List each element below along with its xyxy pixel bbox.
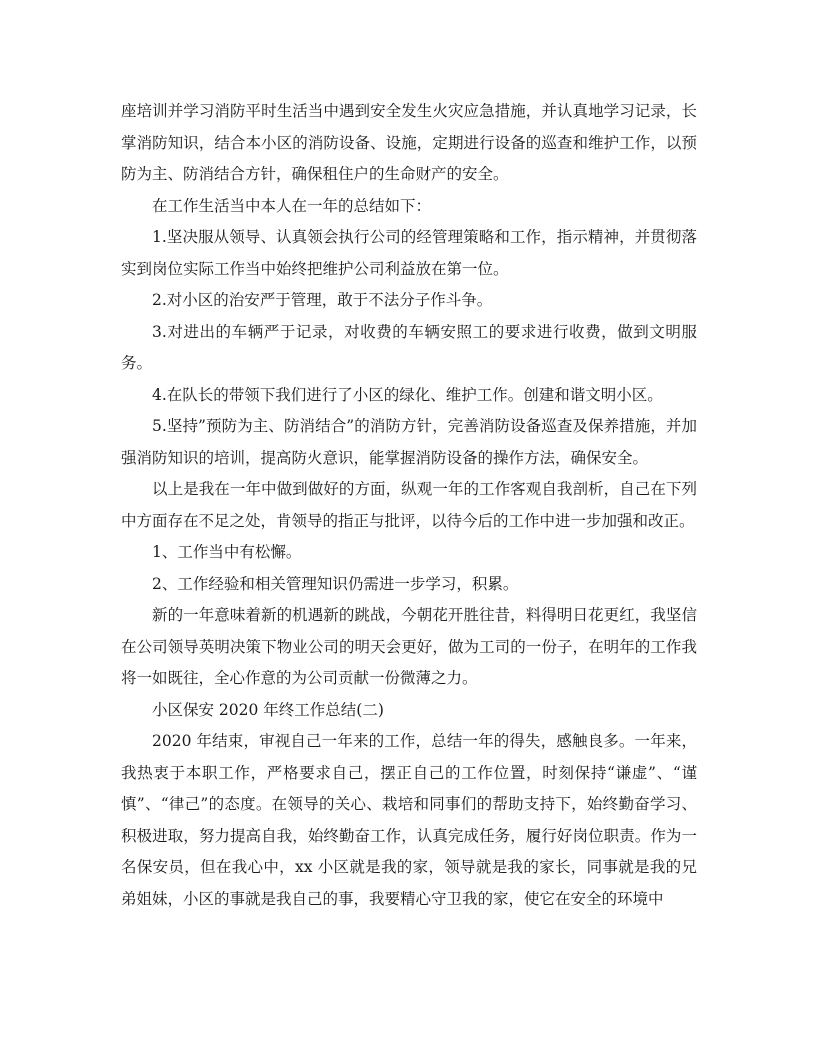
paragraph-item-1: 1.坚决服从领导、认真领会执行公司的经管理策略和工作，指示精神，并贯彻落实到岗位实际工作当中始终把维护公司利益放在第一位。 [121,228,697,278]
paragraph-fire-safety-training: 座培训并学习消防平时生活当中遇到安全发生火灾应急措施，并认真地学习记录，长掌消防知识，结合本小区的消防设备、设施，定期进行设备的巡查和维护工作，以预防为主、防消结合方针，确保租住户的生命财产的安全。 [121,102,697,183]
paragraph-summary-intro: 在工作生活当中本人在一年的总结如下： [152,196,432,215]
paragraph-2020-summary: 2020 年结束，审视自己一年来的工作，总结一年的得失，感触良多。一年来，我热衷于本职工作，严格要求自己，摆正自己的工作位置，时刻保持“谦虚”、“谨慎”、“律己”的态度。在领导的关心、栽培和同事们的帮助支持下，始终勤奋学习、积极进取，努力提高自我，始终勤奋工作，认真完成任务，履行好岗位职责。作为一名保安员，但在我心中，xx 小区就是我的家，领导就是我的家长，同事就是我的兄弟姐妹，小区的事就是我自己的事，我要精心守卫我的家，使它在安全的环境中 [121,732,697,908]
paragraph-shortcoming-1: 1、工作当中有松懈。 [152,543,302,561]
paragraph-item-5: 5.坚持”预防为主、防消结合”的消防方针，完善消防设备巡查及保养措施，并加强消防知识的培训，提高防火意识，能掌握消防设备的操作方法，确保安全。 [121,417,697,467]
paragraph-self-assessment: 以上是我在一年中做到做好的方面，纵观一年的工作客观自我剖析，自己在下列中方面存在不足之处，肯领导的指正与批评，以待今后的工作中进一步加强和改正。 [121,480,697,530]
paragraph-item-4: 4.在队长的带领下我们进行了小区的绿化、维护工作。创建和谐文明小区。 [152,385,663,404]
paragraph-item-2: 2.对小区的治安严于管理，敢于不法分子作斗争。 [152,291,493,309]
paragraph-new-year: 新的一年意味着新的机遇新的跳战，今朝花开胜往昔，料得明日花更红，我坚信在公司领导英明决策下物业公司的明天会更好，做为工司的一份子，在明年的工作我将一如既往，全心作意的为公司贡献一份微薄之力。 [121,606,697,687]
document-body [121,96,697,915]
paragraph-item-3: 3.对进出的车辆严于记录，对收费的车辆安照工的要求进行收费，做到文明服务。 [121,322,697,372]
section-heading: 小区保安 2020 年终工作总结(二) [152,700,384,719]
paragraph-shortcoming-2: 2、工作经验和相关管理知识仍需进一步学习，积累。 [152,574,519,593]
